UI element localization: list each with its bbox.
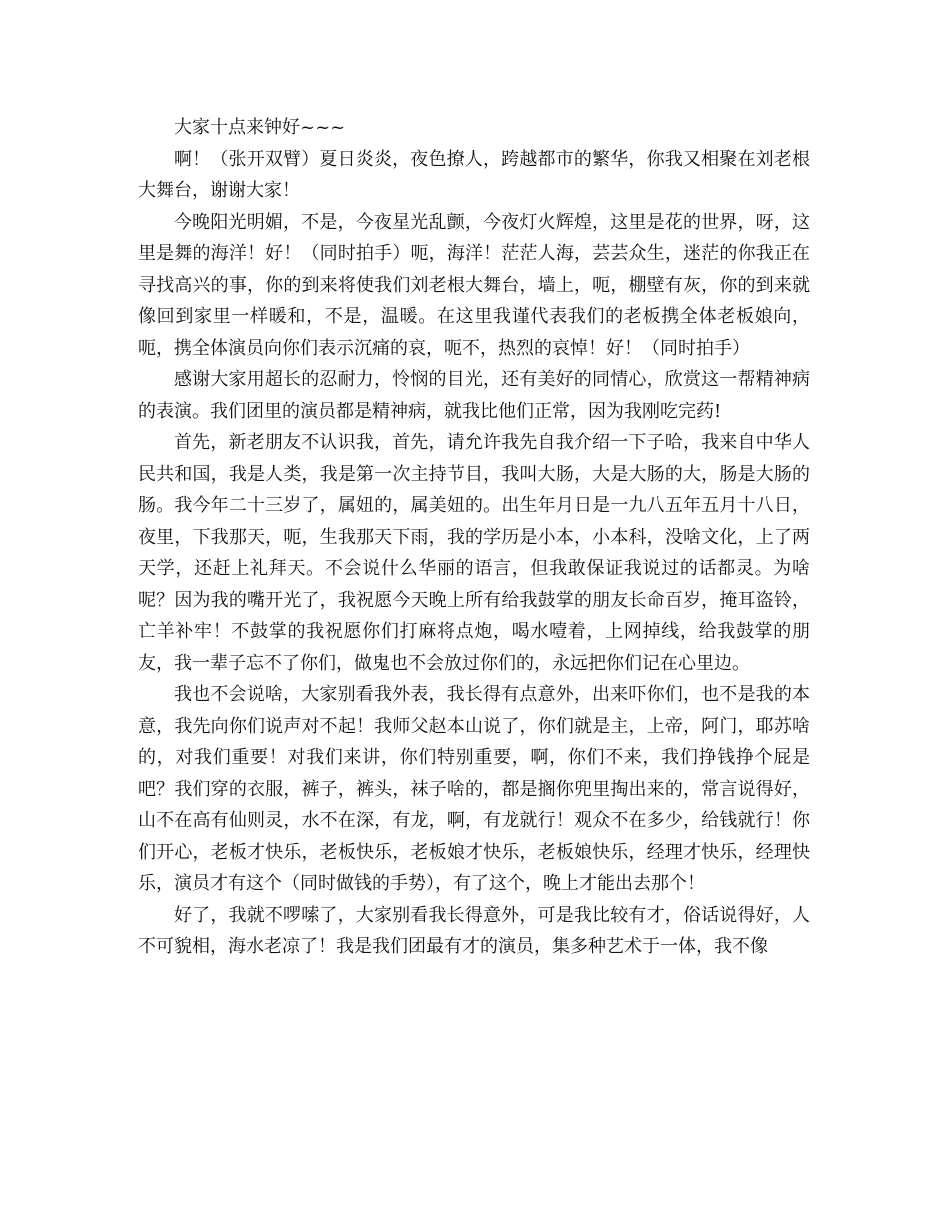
paragraph-greeting: 大家十点来钟好~~~	[174, 117, 346, 138]
document-body	[138, 112, 810, 963]
paragraph-tonight: 今晚阳光明媚，不是，今夜星光乱颤，今夜灯火辉煌，这里是花的世界，呀，这里是舞的海洋！好！（同时拍手）呃，海洋！茫茫人海，芸芸众生，迷茫的你我正在寻找高兴的事，你的到来将使我们刘老根大舞台，墙上，呃，棚壁有灰，你的到来就像回到家里一样暖和，不是，温暖。在这里我谨代表我们的老板携全体老板娘向，呃，携全体演员向你们表示沉痛的哀，呃不，热烈的哀悼！好！（同时拍手）	[138, 211, 810, 359]
paragraph-self-intro: 首先，新老朋友不认识我，首先，请允许我先自我介绍一下子哈，我来自中华人民共和国，我是人类，我是第一次主持节目，我叫大肠，大是大肠的大，肠是大肠的肠。我今年二十三岁了，属妞的，属美妞的。出生年月日是一九八五年五月十八日，夜里，下我那天，呃，生我那天下雨，我的学历是小本，小本科，没啥文化，上了两天学，还赶上礼拜天。不会说什么华丽的语言，但我敢保证我说过的话都灵。为啥呢？因为我的嘴开光了，我祝愿今天晚上所有给我鼓掌的朋友长命百岁，掩耳盗铃，亡羊补牢！不鼓掌的我祝愿你们打麻将点炮，喝水噎着，上网掉线，给我鼓掌的朋友，我一辈子忘不了你们，做鬼也不会放过你们的，永远把你们记在心里边。	[138, 432, 810, 674]
paragraph-opening: 啊！（张开双臂）夏日炎炎，夜色撩人，跨越都市的繁华，你我又相聚在刘老根大舞台，谢谢大家！	[138, 148, 810, 201]
paragraph-audience: 我也不会说啥，大家别看我外表，我长得有点意外，出来吓你们，也不是我的本意，我先向你们说声对不起！我师父赵本山说了，你们就是主，上帝，阿门，耶苏啥的，对我们重要！对我们来讲，你们特别重要，啊，你们不来，我们挣钱挣个屁是吧？我们穿的衣服，裤子，裤头，袜子啥的，都是搁你兜里掏出来的，常言说得好，山不在高有仙则灵，水不在深，有龙，啊，有龙就行！观众不在多少，给钱就行！你们开心，老板才快乐，老板快乐，老板娘才快乐，老板娘快乐，经理才快乐，经理快乐，演员才有这个（同时做钱的手势），有了这个，晚上才能出去那个！	[138, 684, 810, 894]
paragraph-talent: 好了，我就不啰嗦了，大家别看我长得意外，可是我比较有才，俗话说得好，人不可貌相，海水老凉了！我是我们团最有才的演员，集多种艺术于一体，我不像	[138, 904, 810, 957]
paragraph-thanks: 感谢大家用超长的忍耐力，怜悯的目光，还有美好的同情心，欣赏这一帮精神病的表演。我们团里的演员都是精神病，就我比他们正常，因为我刚吃完药!	[138, 369, 810, 422]
